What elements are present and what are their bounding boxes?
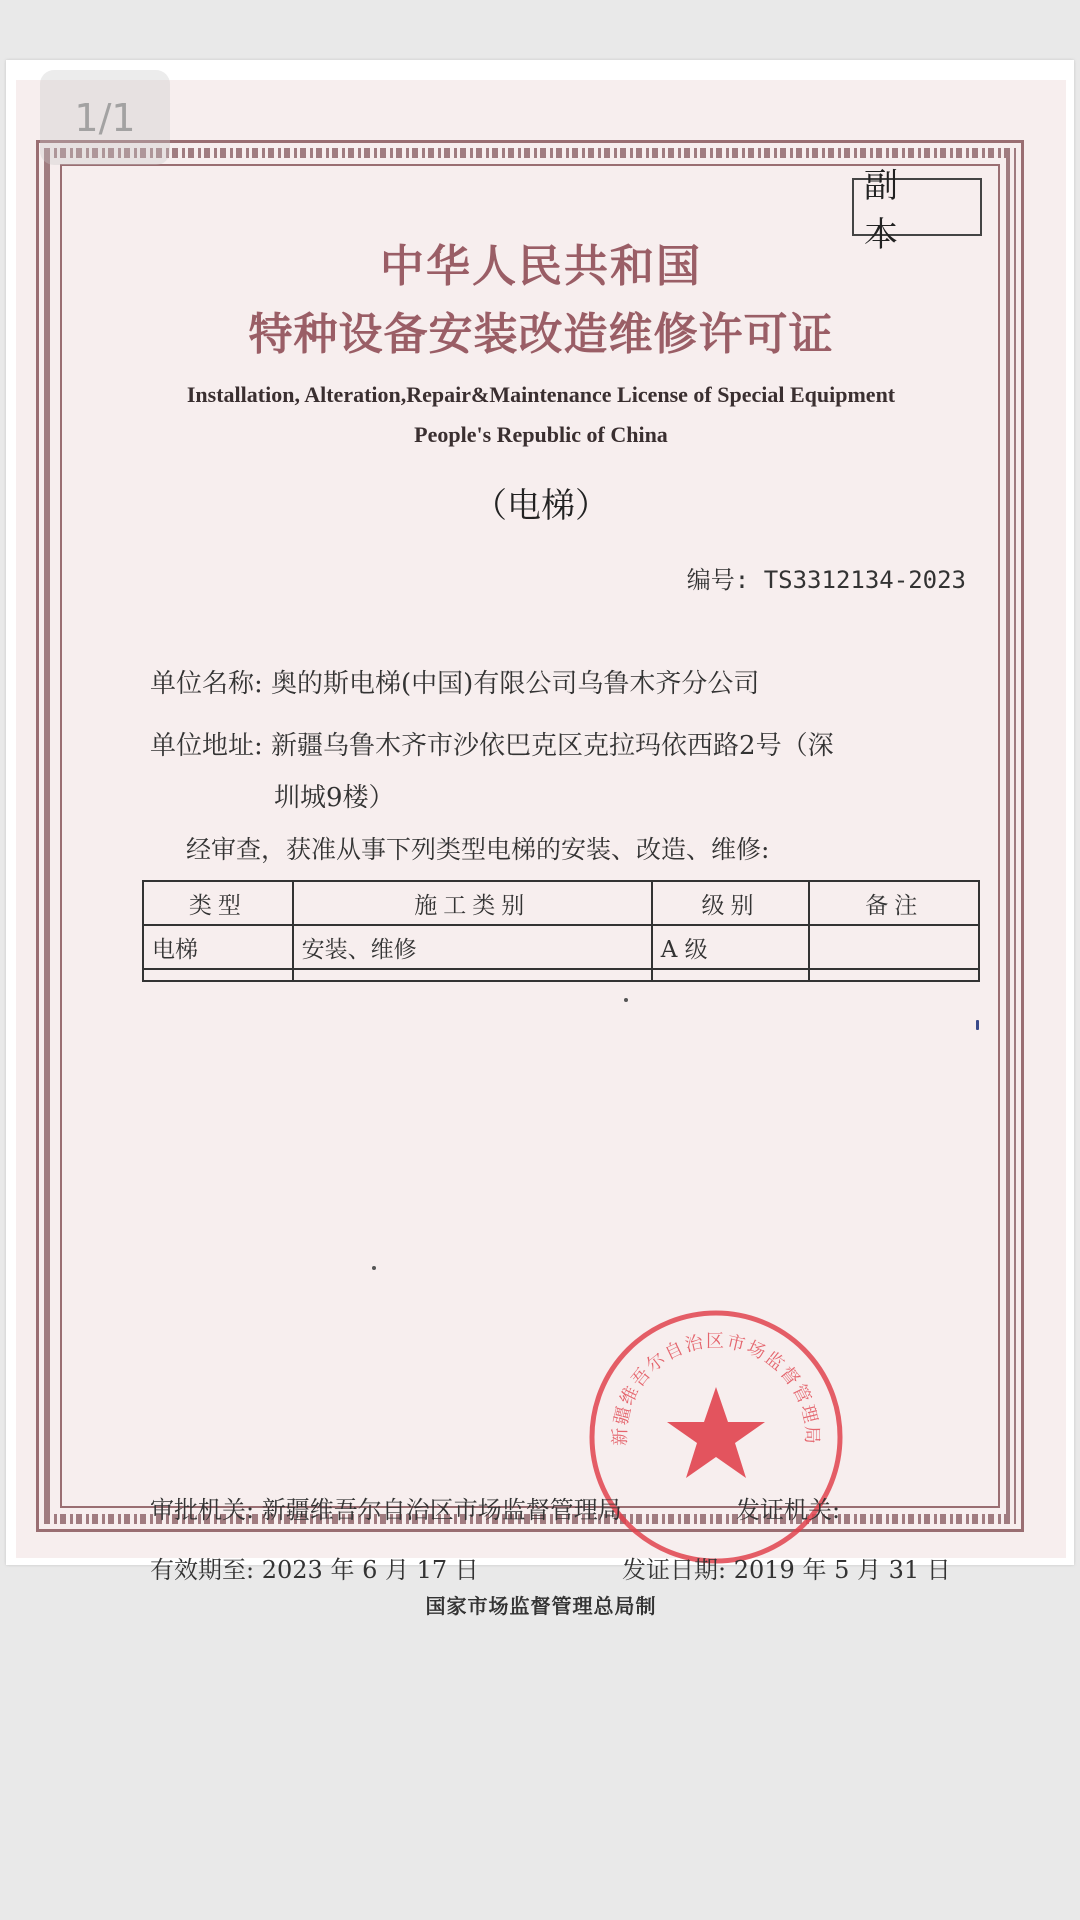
table-row-empty	[143, 969, 979, 981]
document-page	[6, 60, 1074, 1618]
title-english-line1: Installation, Alteration,Repair&Maintenance License of Special Equipment	[186, 382, 896, 407]
empty-cell	[143, 969, 293, 981]
unit-name-label: 单位名称:	[150, 669, 263, 699]
certificate-sheet	[16, 80, 1066, 1618]
unit-address-line2: 圳城9楼）	[274, 783, 395, 813]
approval-authority-label: 审批机关:	[150, 1496, 255, 1524]
header-work-category: 施工类别	[293, 881, 652, 925]
issue-date	[622, 1550, 951, 1585]
approval-authority-value: 新疆维吾尔自治区市场监督管理局	[261, 1496, 622, 1524]
empty-cell	[652, 969, 810, 981]
star-icon	[667, 1387, 765, 1478]
title-english-line2: People's Republic of China	[414, 422, 668, 447]
license-category: （电梯）	[473, 486, 609, 526]
header-type: 类型	[143, 881, 293, 925]
issue-date-label: 发证日期:	[622, 1556, 727, 1584]
title-chinese-line1: 中华人民共和国	[380, 241, 702, 292]
official-seal-stamp	[581, 1302, 851, 1572]
stamp-text: 新疆维吾尔自治区市场监督管理局	[609, 1331, 823, 1446]
unit-address	[150, 720, 950, 824]
cell-remarks	[809, 925, 979, 969]
table-row	[143, 925, 979, 969]
valid-until	[150, 1550, 479, 1585]
empty-cell	[293, 969, 652, 981]
unit-address-line1: 新疆乌鲁木齐市沙依巴克区克拉玛依西路2号（深	[271, 731, 834, 761]
scan-speck	[372, 1266, 376, 1270]
cell-grade: A 级	[652, 925, 810, 969]
header-grade: 级别	[652, 881, 810, 925]
certificate-number	[687, 560, 966, 595]
scan-speck	[976, 1020, 979, 1030]
unit-address-label: 单位地址:	[150, 731, 263, 761]
empty-cell	[809, 969, 979, 981]
cell-work-category: 安装、维修	[293, 925, 652, 969]
certificate-number-value: TS3312134-2023	[763, 566, 966, 594]
copy-label: 副 本	[852, 178, 982, 236]
title-chinese-line2: 特种设备安装改造维修许可证	[248, 309, 834, 360]
issuing-authority-label: 发证机关:	[736, 1496, 841, 1524]
issuing-authority	[736, 1490, 840, 1525]
issue-date-value: 2019 年 5 月 31 日	[733, 1556, 951, 1584]
scan-speck	[624, 998, 628, 1002]
unit-name	[150, 658, 759, 710]
valid-until-value: 2023 年 6 月 17 日	[261, 1556, 479, 1584]
producer-footer: 国家市场监督管理总局制	[425, 1594, 657, 1618]
scope-table	[142, 880, 980, 982]
page-indicator: 1/1	[40, 70, 170, 165]
scope-table-header	[143, 881, 979, 925]
approval-authority	[150, 1490, 622, 1525]
cell-type: 电梯	[143, 925, 293, 969]
header-remarks: 备注	[809, 881, 979, 925]
unit-name-value: 奥的斯电梯(中国)有限公司乌鲁木齐分公司	[271, 669, 760, 699]
valid-until-label: 有效期至:	[150, 1556, 255, 1584]
approval-statement: 经审查，获准从事下列类型电梯的安装、改造、维修:	[186, 835, 770, 864]
certificate-number-label: 编号:	[686, 566, 750, 594]
